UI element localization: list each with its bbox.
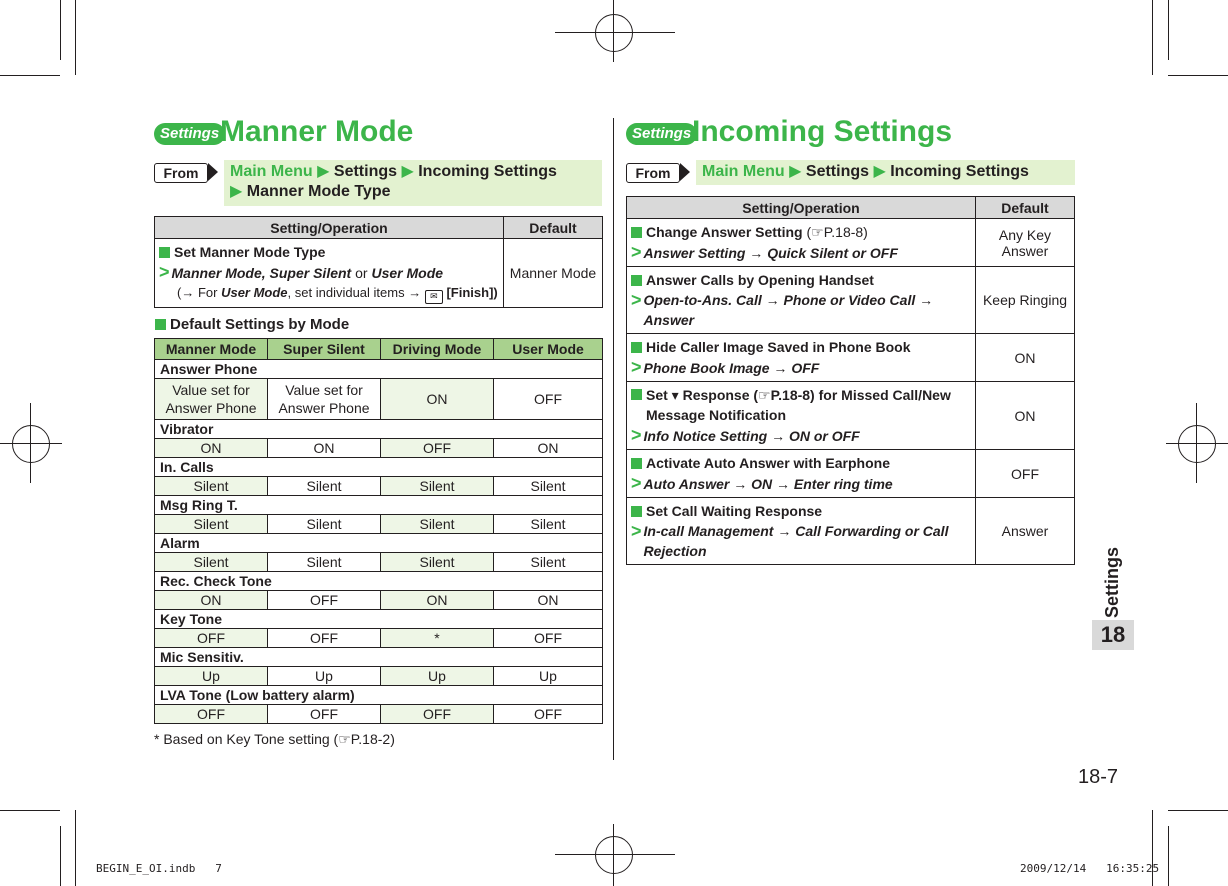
column-divider (613, 118, 614, 760)
settings-badge: Settings (626, 123, 697, 145)
table-cell: Silent (494, 515, 603, 534)
table-cell: Silent (268, 477, 381, 496)
chevron-right-icon: > (631, 242, 642, 262)
table-cell: OFF (268, 705, 381, 724)
table-cell: ON (155, 591, 268, 610)
table-cell: Silent (381, 515, 494, 534)
path-arrow-icon: ▶ (789, 163, 802, 180)
path-arrow-icon: ▶ (230, 183, 243, 200)
path-step: Manner Mode Type (246, 183, 391, 200)
page-title: Incoming Settings (692, 115, 953, 148)
bullet-icon (155, 319, 166, 330)
table-cell: OFF (268, 591, 381, 610)
setting-name: Vibrator (155, 420, 603, 439)
setting-title: Change Answer Setting (646, 224, 803, 240)
table-cell: Up (494, 667, 603, 686)
from-arrow-icon (680, 163, 690, 181)
crop-mark (1168, 826, 1169, 886)
print-slug-file: BEGIN_E_OI.indb 7 (96, 862, 222, 875)
operation-text: Phone Book Image → OFF (643, 360, 820, 376)
note-text: , set individual items → (287, 285, 422, 300)
default-cell: ON (976, 382, 1075, 450)
incoming-settings-table (626, 196, 1075, 565)
registration-mark (12, 425, 50, 463)
bullet-icon (631, 389, 642, 400)
column-header: User Mode (494, 339, 603, 360)
manner-settings-table (154, 216, 603, 308)
table-cell: Silent (381, 477, 494, 496)
table-cell: OFF (494, 629, 603, 648)
table-cell: ON (381, 379, 494, 420)
setting-name: Key Tone (155, 610, 603, 629)
table-cell: Silent (494, 477, 603, 496)
table-cell: Silent (155, 477, 268, 496)
setting-title: Set Call Waiting Response (646, 503, 823, 519)
column-header: Driving Mode (381, 339, 494, 360)
bullet-icon (631, 506, 642, 517)
setting-operation-cell (627, 382, 976, 450)
registration-mark (1178, 425, 1216, 463)
table-cell: ON (494, 439, 603, 458)
table-cell: Silent (268, 553, 381, 572)
column-header: Manner Mode (155, 339, 268, 360)
setting-title: Set ▾ Response (☞P.18-8) for Missed Call/New Message Notification (646, 387, 951, 423)
operation-text: or (355, 265, 368, 281)
setting-title: Set Manner Mode Type (174, 244, 326, 260)
table-cell: Silent (155, 515, 268, 534)
table-cell: ON (155, 439, 268, 458)
operation-text: User Mode (371, 265, 444, 281)
path-step: Incoming Settings (418, 163, 557, 180)
table-cell: * (381, 629, 494, 648)
settings-badge: Settings (154, 123, 225, 145)
chapter-number: 18 (1092, 620, 1134, 650)
footnote: * Based on Key Tone setting (☞P.18-2) (154, 731, 395, 747)
setting-name: Alarm (155, 534, 603, 553)
operation-text: In-call Management → Call Forwarding or Call Rejection (643, 523, 949, 559)
chevron-right-icon: > (631, 521, 642, 541)
operation-text: Answer Setting → Quick Silent or OFF (643, 245, 898, 261)
note-text: (→ For (177, 285, 218, 300)
bullet-icon (631, 275, 642, 286)
operation-text: Manner Mode, Super Silent (171, 265, 352, 281)
registration-mark (595, 14, 633, 52)
table-cell: OFF (155, 705, 268, 724)
table-cell: Up (381, 667, 494, 686)
table-cell: Silent (381, 553, 494, 572)
crop-mark (0, 443, 62, 444)
crop-mark (1152, 0, 1153, 75)
chevron-right-icon: > (631, 425, 642, 445)
chevron-right-icon: > (631, 473, 642, 493)
operation-text: Info Notice Setting → ON or OFF (643, 428, 860, 444)
table-cell: OFF (155, 629, 268, 648)
note-text: [Finish]) (446, 285, 498, 300)
table-cell: OFF (381, 705, 494, 724)
crop-mark (1168, 0, 1169, 60)
crop-mark (1168, 810, 1228, 811)
crop-mark (75, 0, 76, 75)
setting-operation-cell (627, 219, 976, 267)
bullet-icon (631, 227, 642, 238)
crop-mark (0, 75, 60, 76)
chevron-right-icon: > (631, 290, 642, 310)
page-title: Manner Mode (220, 115, 414, 148)
crop-mark (555, 854, 675, 855)
crop-mark (60, 826, 61, 886)
setting-name: Msg Ring T. (155, 496, 603, 515)
path-step: Settings (333, 163, 398, 180)
table-cell: OFF (268, 629, 381, 648)
chapter-tab-label: Settings (1102, 546, 1122, 618)
chevron-right-icon: > (159, 262, 170, 282)
table-cell: OFF (494, 705, 603, 724)
path-step: Settings (805, 163, 870, 180)
column-header: Default (976, 197, 1075, 219)
default-cell: Answer (976, 498, 1075, 565)
table-cell: ON (381, 591, 494, 610)
path-step: Incoming Settings (890, 163, 1029, 180)
table-cell: OFF (494, 379, 603, 420)
note-text: User Mode (221, 285, 288, 300)
default-cell: Keep Ringing (976, 267, 1075, 334)
column-header: Setting/Operation (627, 197, 976, 219)
setting-operation-cell (627, 334, 976, 382)
setting-name: In. Calls (155, 458, 603, 477)
path-arrow-icon: ▶ (401, 163, 414, 180)
table-cell: Silent (155, 553, 268, 572)
bullet-icon (631, 342, 642, 353)
table-cell: Value set for Answer Phone (268, 379, 381, 420)
operation-text: Open-to-Ans. Call → Phone or Video Call → Answer (643, 292, 934, 328)
default-cell: OFF (976, 450, 1075, 498)
setting-operation-cell (155, 239, 504, 308)
crop-mark (60, 0, 61, 60)
registration-mark (595, 836, 633, 874)
default-cell: Manner Mode (504, 239, 603, 308)
setting-name: LVA Tone (Low battery alarm) (155, 686, 603, 705)
crop-mark (75, 810, 76, 886)
setting-title: Answer Calls by Opening Handset (646, 272, 874, 288)
from-arrow-icon (208, 163, 218, 181)
setting-title: Activate Auto Answer with Earphone (646, 455, 890, 471)
page-number: 18-7 (1078, 766, 1119, 788)
setting-name: Mic Sensitiv. (155, 648, 603, 667)
operation-text: Auto Answer → ON → Enter ring time (643, 476, 893, 492)
crop-mark (1196, 403, 1197, 483)
column-header: Setting/Operation (155, 217, 504, 239)
column-header: Default (504, 217, 603, 239)
path-step: Main Menu (702, 163, 785, 180)
default-cell: Any Key Answer (976, 219, 1075, 267)
from-label: From (626, 163, 680, 183)
table-cell: Up (155, 667, 268, 686)
setting-operation-cell (627, 498, 976, 565)
table-cell: Value set for Answer Phone (155, 379, 268, 420)
crop-mark (1166, 443, 1228, 444)
crop-mark (1168, 75, 1228, 76)
table-cell: ON (268, 439, 381, 458)
crop-mark (30, 403, 31, 483)
table-cell: OFF (381, 439, 494, 458)
path-arrow-icon: ▶ (317, 163, 330, 180)
bullet-icon (159, 247, 170, 258)
from-label: From (154, 163, 208, 183)
setting-operation-cell (627, 267, 976, 334)
path-step: Main Menu (230, 163, 313, 180)
default-settings-table (154, 338, 603, 724)
section-heading-text: Default Settings by Mode (170, 316, 350, 333)
chevron-right-icon: > (631, 357, 642, 377)
crop-mark (613, 824, 614, 886)
path-arrow-icon: ▶ (873, 163, 886, 180)
menu-path (696, 160, 1075, 185)
column-header: Super Silent (268, 339, 381, 360)
default-cell: ON (976, 334, 1075, 382)
table-cell: Up (268, 667, 381, 686)
mail-key-icon: ✉ (425, 290, 443, 304)
section-heading (155, 316, 349, 333)
setting-title: Hide Caller Image Saved in Phone Book (646, 339, 911, 355)
bullet-icon (631, 458, 642, 469)
table-cell: Silent (268, 515, 381, 534)
page-reference: (☞P.18-8) (806, 224, 868, 240)
crop-mark (613, 0, 614, 62)
print-slug-date: 2009/12/14 16:35:25 (1020, 862, 1160, 875)
crop-mark (0, 810, 60, 811)
table-cell: Silent (494, 553, 603, 572)
crop-mark (555, 32, 675, 33)
setting-name: Rec. Check Tone (155, 572, 603, 591)
menu-path (224, 160, 602, 206)
setting-name: Answer Phone (155, 360, 603, 379)
setting-operation-cell (627, 450, 976, 498)
table-cell: ON (494, 591, 603, 610)
